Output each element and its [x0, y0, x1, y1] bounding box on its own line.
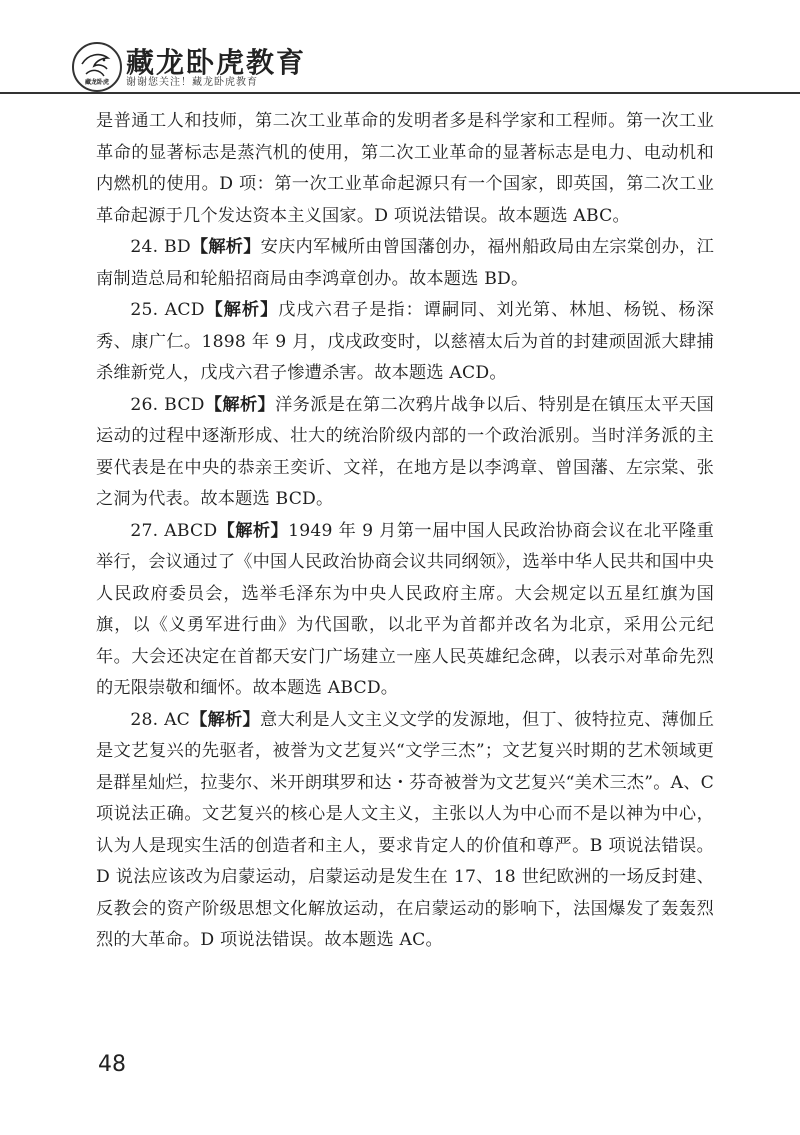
answer-26 [96, 390, 714, 516]
answer-key: 25. ACD [130, 300, 205, 320]
answer-27 [96, 516, 714, 705]
answer-content [96, 106, 714, 957]
brand-tagline: 谢谢您关注！藏龙卧虎教育 [126, 77, 258, 88]
paragraph-continuation [96, 106, 714, 232]
paragraph-text: 戊戌六君子是指：谭嗣同、刘光第、林旭、杨锐、杨深秀、康广仁。1898 年 9 月，戊戌政变时，以慈禧太后为首的封建顽固派大肆捕杀维新党人，戊戌六君子惨遭杀害。故本题选 ACD。 [96, 300, 714, 383]
answer-key: 26. BCD [130, 394, 205, 415]
paragraph-text: 洋务派是在第二次鸦片战争以后、特别是在镇压太平天国运动的过程中逐渐形成、壮大的统治阶级内部的一个政治派别。当时洋务派的主要代表是在中央的恭亲王奕䜣、文祥，在地方是以李鸿章、曾国藩、左宗棠、张之洞为代表。故本题选 BCD。 [96, 394, 714, 509]
analysis-label: 【解析】 [204, 394, 276, 415]
paragraph-text: 意大利是人文主义文学的发源地，但丁、彼特拉克、薄伽丘是文艺复兴的先驱者，被誉为文艺复兴“文学三杰”；文艺复兴时期的艺术领域更是群星灿烂，拉斐尔、米开朗琪罗和达・芬奇被誉为文艺复兴“美术三杰”。A、C 项说法正确。文艺复兴的核心是人文主义，主张以人为中心而不是以神为中心，认为人是现实生活的创造者和主人，要求肯定人的价值和尊严。B 项说法错误。D 说法应该改为启蒙运动，启蒙运动是发生在 17、18 世纪欧洲的一场反封建、反教会的资产阶级思想文化解放运动，在启蒙运动的影响下，法国爆发了轰轰烈烈的大革命。D 项说法错误。故本题选 AC。 [96, 709, 715, 950]
answer-24 [96, 232, 714, 295]
answer-key: 28. AC [130, 709, 191, 730]
answer-key: 27. ABCD [130, 520, 218, 541]
answer-25 [96, 295, 714, 390]
paragraph-text: 1949 年 9 月第一届中国人民政治协商会议在北平隆重举行，会议通过了《中国人民政治协商会议共同纲领》，选举中华人民共和国中央人民政府委员会，选举毛泽东为中央人民政府主席。大会规定以五星红旗为国旗，以《义勇军进行曲》为代国歌，以北平为首都并改名为北京，采用公元纪年。大会还决定在首都天安门广场建立一座人民英雄纪念碑，以表示对革命先烈的无限崇敬和缅怀。故本题选 ABCD。 [96, 520, 714, 698]
paragraph-text: 安庆内军械所由曾国藩创办，福州船政局由左宗棠创办，江南制造总局和轮船招商局由李鸿章创办。故本题选 BD。 [96, 237, 714, 289]
logo-caption: 藏龙卧虎 [84, 79, 109, 86]
answer-key: 24. BD [130, 237, 191, 257]
brand-logo [72, 42, 122, 92]
analysis-label: 【解析】 [204, 300, 279, 320]
paragraph-text: 是普通工人和技师，第二次工业革命的发明者多是科学家和工程师。第一次工业革命的显著标志是蒸汽机的使用，第二次工业革命的显著标志是电力、电动机和内燃机的使用。D 项：第一次工业革命起源只有一个国家，即英国，第二次工业革命起源于几个发达资本主义国家。D 项说法错误。故本题选 ABC。 [96, 111, 714, 226]
analysis-label: 【解析】 [190, 709, 260, 730]
brand-name: 藏龙卧虎教育 [126, 46, 307, 79]
analysis-label: 【解析】 [190, 237, 261, 257]
page-header [0, 0, 800, 92]
answer-28 [96, 705, 714, 957]
analysis-label: 【解析】 [217, 520, 289, 541]
page-number: 48 [98, 1052, 126, 1077]
header-divider [0, 92, 800, 94]
